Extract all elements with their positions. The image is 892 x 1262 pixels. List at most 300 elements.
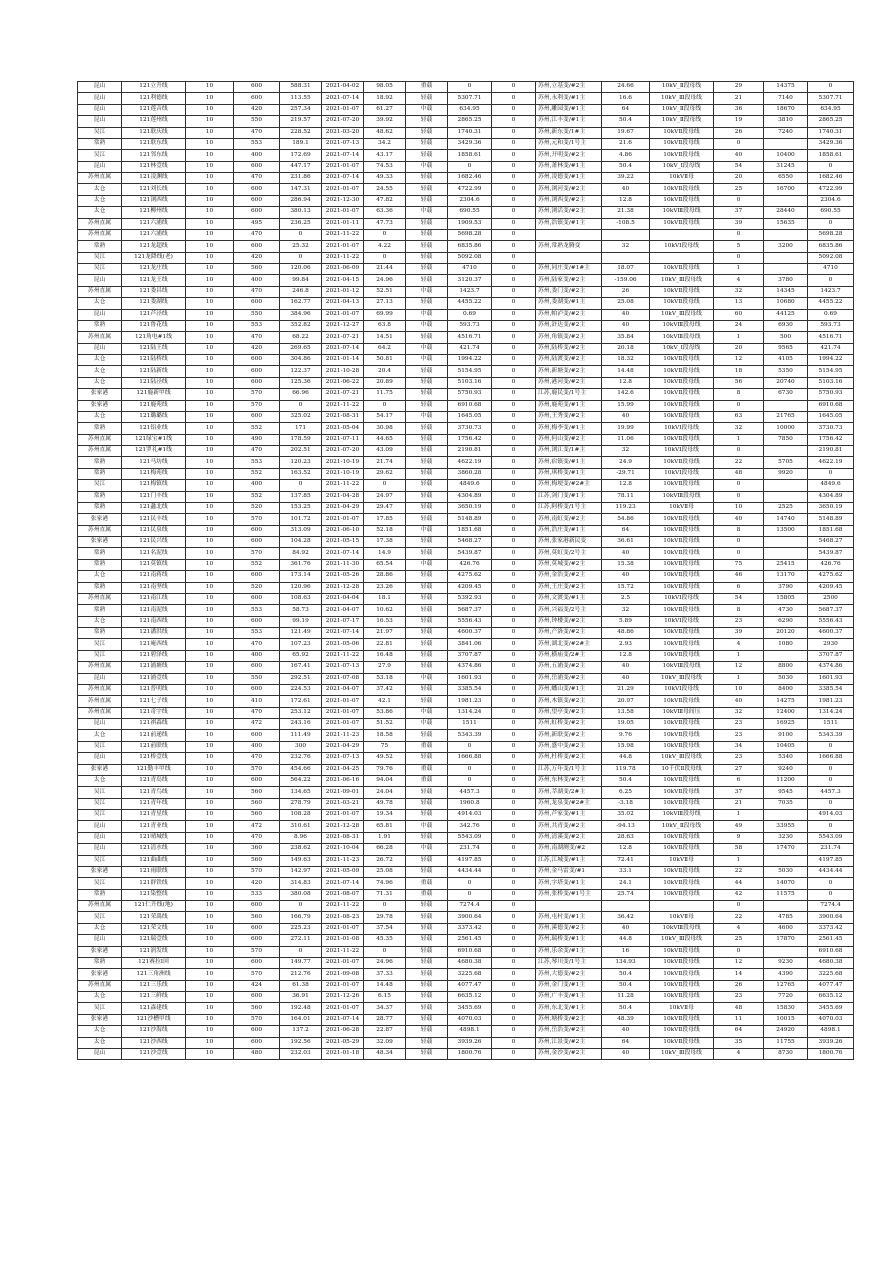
cell-col-zero: 0 (492, 116, 536, 127)
cell-col-zero: 0 (492, 184, 536, 195)
cell-load-status: 轻载 (406, 400, 448, 411)
cell-col-zero: 0 (492, 992, 536, 1003)
table-row (78, 332, 854, 343)
table-row (78, 161, 854, 172)
cell-rated-current: 570 (234, 548, 280, 559)
cell-region: 昆山 (78, 844, 122, 855)
cell-load-status: 中载 (406, 161, 448, 172)
cell-load-status: 轻载 (406, 650, 448, 661)
cell-line-name: 121陆王线 (122, 343, 186, 354)
cell-available-capacity: 1314.24 (448, 707, 492, 718)
cell-bus-section: 10kVⅡ段母线 (650, 844, 714, 855)
cell-open-capacity: 4070.03 (808, 1014, 854, 1025)
cell-capacity-kva: 14070 (764, 878, 808, 889)
cell-rated-current: 600 (234, 377, 280, 388)
cell-col-zero: 0 (492, 582, 536, 593)
cell-date: 2021-11-22 (322, 229, 364, 240)
cell-load-status: 轻载 (406, 377, 448, 388)
cell-bus-section: 10kVⅡ母 (650, 502, 714, 513)
cell-region: 常熟 (78, 889, 122, 900)
cell-user-count: 0 (714, 537, 764, 548)
cell-load-current: 108.63 (280, 593, 322, 604)
cell-substation: 苏州,角镇变/#2主 (536, 332, 602, 343)
cell-rated-current: 490 (234, 434, 280, 445)
cell-substation: 苏州,大德变/#2主 (536, 969, 602, 980)
cell-region: 昆山 (78, 673, 122, 684)
cell-region: 昆山 (78, 161, 122, 172)
cell-col-zero: 0 (492, 446, 536, 457)
cell-load-current: 313.09 (280, 525, 322, 536)
cell-substation: 苏州,张桥变/#1号主 (536, 889, 602, 900)
cell-load-status: 轻载 (406, 605, 448, 616)
cell-date: 2021-08-07 (322, 889, 364, 900)
cell-bus-section: 10kVⅡ母 (650, 173, 714, 184)
cell-load-status: 轻载 (406, 582, 448, 593)
cell-rated-current: 400 (234, 480, 280, 491)
cell-bus-section: 10kVⅡ段母线 (650, 1026, 714, 1037)
cell-voltage: 10 (186, 1037, 234, 1048)
cell-substation: 苏州,金马雷变/#1 (536, 866, 602, 877)
cell-line-name: 121赛拉Ⅰ回 (122, 957, 186, 968)
cell-col-zero: 0 (492, 1014, 536, 1025)
cell-load-status: 轻载 (406, 241, 448, 252)
cell-region: 吴江 (78, 855, 122, 866)
cell-load-rate: 27.9 (364, 662, 406, 673)
cell-load-status: 轻载 (406, 389, 448, 400)
cell-load-rate: 44.65 (364, 434, 406, 445)
table-row (78, 138, 854, 149)
cell-user-count: 36 (714, 104, 764, 115)
cell-date: 2021-04-13 (322, 298, 364, 309)
table-row (78, 889, 854, 900)
cell-load-status: 中载 (406, 844, 448, 855)
cell-substation: 苏州,宿镇变/#1主 (536, 457, 602, 468)
cell-rated-current: 560 (234, 787, 280, 798)
table-row (78, 377, 854, 388)
cell-transformer-margin: 119.78 (602, 764, 650, 775)
cell-transformer-margin: 20.18 (602, 343, 650, 354)
cell-col-zero: 0 (492, 537, 536, 548)
cell-load-current: 171 (280, 423, 322, 434)
cell-col-zero: 0 (492, 207, 536, 218)
table-row (78, 912, 854, 923)
cell-open-capacity: 3707.87 (808, 650, 854, 661)
cell-col-zero: 0 (492, 901, 536, 912)
cell-load-status: 轻载 (406, 264, 448, 275)
cell-available-capacity: 5092.08 (448, 252, 492, 263)
cell-user-count: 0 (714, 252, 764, 263)
cell-user-count: 40 (714, 696, 764, 707)
cell-load-current: 0 (280, 400, 322, 411)
cell-col-zero: 0 (492, 821, 536, 832)
cell-available-capacity: 4898.1 (448, 1026, 492, 1037)
cell-load-rate: 65.81 (364, 821, 406, 832)
cell-open-capacity: 4197.85 (808, 855, 854, 866)
cell-voltage: 10 (186, 366, 234, 377)
cell-voltage: 10 (186, 855, 234, 866)
cell-load-current: 447.17 (280, 161, 322, 172)
table-row (78, 582, 854, 593)
cell-capacity-kva: 6290 (764, 616, 808, 627)
cell-user-count: 48 (714, 468, 764, 479)
cell-open-capacity: 0 (808, 161, 854, 172)
cell-col-zero: 0 (492, 389, 536, 400)
cell-load-status: 轻载 (406, 275, 448, 286)
cell-user-count: 12 (714, 355, 764, 366)
cell-load-status: 轻载 (406, 787, 448, 798)
cell-col-zero: 0 (492, 355, 536, 366)
cell-date: 2021-03-20 (322, 127, 364, 138)
cell-load-status: 轻载 (406, 935, 448, 946)
cell-line-name: 121荣文线 (122, 923, 186, 934)
cell-col-zero: 0 (492, 423, 536, 434)
cell-rated-current: 570 (234, 400, 280, 411)
cell-open-capacity: 0 (808, 764, 854, 775)
cell-voltage: 10 (186, 980, 234, 991)
cell-load-rate: 39.92 (364, 116, 406, 127)
cell-open-capacity: 2865.25 (808, 116, 854, 127)
cell-capacity-kva: 31245 (764, 161, 808, 172)
cell-available-capacity: 6635.12 (448, 992, 492, 1003)
cell-substation: 苏州,陆桥变/#2主 (536, 343, 602, 354)
cell-load-rate: 52.18 (364, 525, 406, 536)
cell-load-rate: 43.09 (364, 446, 406, 457)
cell-transformer-margin: 15.38 (602, 559, 650, 570)
cell-load-status: 中载 (406, 207, 448, 218)
cell-load-rate: 19.34 (364, 810, 406, 821)
cell-voltage: 10 (186, 298, 234, 309)
cell-col-zero: 0 (492, 639, 536, 650)
cell-date: 2021-07-14 (322, 548, 364, 559)
cell-load-current: 104.28 (280, 537, 322, 548)
cell-user-count: 12 (714, 662, 764, 673)
cell-transformer-margin: 48.39 (602, 1014, 650, 1025)
cell-substation: 苏州,雕园变/#1主 (536, 104, 602, 115)
cell-line-name: 121陆桥线 (122, 355, 186, 366)
cell-col-zero: 0 (492, 514, 536, 525)
cell-bus-section: 10kVⅢ段母线 (650, 662, 714, 673)
cell-capacity-kva (764, 491, 808, 502)
cell-open-capacity: 3385.54 (808, 684, 854, 695)
cell-transformer-margin: 35.02 (602, 810, 650, 821)
cell-transformer-margin: 54.86 (602, 514, 650, 525)
cell-load-rate: 16.48 (364, 650, 406, 661)
cell-load-rate: 21.97 (364, 628, 406, 639)
cell-available-capacity: 4070.03 (448, 1014, 492, 1025)
cell-load-rate: 20.89 (364, 377, 406, 388)
cell-line-name: 121邻东线 (122, 150, 186, 161)
cell-bus-section (650, 252, 714, 263)
cell-date: 2021-07-21 (322, 389, 364, 400)
table-row (78, 400, 854, 411)
cell-region: 昆山 (78, 832, 122, 843)
table-row (78, 286, 854, 297)
cell-open-capacity: 4849.6 (808, 480, 854, 491)
cell-line-name: 121青鸟线 (122, 787, 186, 798)
cell-transformer-margin: 40 (602, 548, 650, 559)
table-row (78, 491, 854, 502)
cell-load-status: 轻载 (406, 252, 448, 263)
cell-transformer-margin: -29.71 (602, 468, 650, 479)
cell-open-capacity: 1740.31 (808, 127, 854, 138)
cell-open-capacity: 2561.45 (808, 935, 854, 946)
cell-load-status: 轻载 (406, 434, 448, 445)
cell-region: 常熟 (78, 582, 122, 593)
cell-capacity-kva: 17470 (764, 844, 808, 855)
cell-region: 太仓 (78, 207, 122, 218)
cell-rated-current: 420 (234, 343, 280, 354)
cell-load-status: 轻载 (406, 832, 448, 843)
cell-load-status: 中载 (406, 355, 448, 366)
cell-line-name: 121莲音线 (122, 104, 186, 115)
cell-col-zero: 0 (492, 400, 536, 411)
cell-open-capacity: 4710 (808, 264, 854, 275)
cell-user-count: 1 (714, 650, 764, 661)
cell-date: 2021-01-18 (322, 1048, 364, 1059)
cell-user-count: 48 (714, 1003, 764, 1014)
cell-date: 2021-01-07 (322, 810, 364, 821)
cell-transformer-margin: 13.58 (602, 707, 650, 718)
cell-voltage: 10 (186, 161, 234, 172)
table-row (78, 628, 854, 639)
cell-transformer-margin: 15.72 (602, 582, 650, 593)
cell-load-status: 轻载 (406, 138, 448, 149)
cell-transformer-margin: 40 (602, 923, 650, 934)
cell-region: 苏州直属 (78, 707, 122, 718)
cell-load-current: 253.12 (280, 707, 322, 718)
cell-user-count: 56 (714, 377, 764, 388)
cell-line-name: 121龙王线 (122, 275, 186, 286)
cell-load-current: 153.25 (280, 502, 322, 513)
cell-load-rate: 64.2 (364, 343, 406, 354)
cell-transformer-margin (602, 901, 650, 912)
cell-load-status: 中载 (406, 719, 448, 730)
table-row (78, 93, 854, 104)
cell-load-rate: 28.86 (364, 571, 406, 582)
cell-rated-current: 553 (234, 605, 280, 616)
cell-voltage: 10 (186, 889, 234, 900)
cell-voltage: 10 (186, 571, 234, 582)
cell-load-rate: 14.48 (364, 980, 406, 991)
cell-voltage: 10 (186, 502, 234, 513)
cell-transformer-margin: 40 (602, 673, 650, 684)
cell-capacity-kva: 10400 (764, 150, 808, 161)
cell-col-zero: 0 (492, 707, 536, 718)
cell-available-capacity: 1909.53 (448, 218, 492, 229)
cell-capacity-kva: 6730 (764, 389, 808, 400)
table-row (78, 298, 854, 309)
cell-substation: 苏州,同庄变/#1#主 (536, 264, 602, 275)
cell-voltage: 10 (186, 173, 234, 184)
cell-date: 2021-11-22 (322, 650, 364, 661)
cell-load-current: 300 (280, 741, 322, 752)
cell-open-capacity: 4275.62 (808, 571, 854, 582)
cell-rated-current: 410 (234, 696, 280, 707)
cell-load-current: 0 (280, 901, 322, 912)
cell-open-capacity: 5154.95 (808, 366, 854, 377)
cell-voltage: 10 (186, 286, 234, 297)
cell-line-name: 121清水线 (122, 844, 186, 855)
cell-region: 昆山 (78, 82, 122, 93)
table-row (78, 571, 854, 582)
cell-line-name: 121瑞壹线 (122, 935, 186, 946)
cell-capacity-kva: 1080 (764, 639, 808, 650)
table-row (78, 719, 854, 730)
cell-load-rate: 25.08 (364, 866, 406, 877)
cell-voltage: 10 (186, 707, 234, 718)
cell-rated-current: 570 (234, 514, 280, 525)
cell-date: 2021-12-26 (322, 992, 364, 1003)
cell-load-current: 99.84 (280, 275, 322, 286)
cell-date: 2021-11-22 (322, 400, 364, 411)
cell-region: 太仓 (78, 616, 122, 627)
cell-rated-current: 520 (234, 582, 280, 593)
cell-load-current: 58.73 (280, 605, 322, 616)
cell-transformer-margin: 119.23 (602, 502, 650, 513)
cell-substation: 苏州,龙泉变/#2#主 (536, 798, 602, 809)
cell-line-name: 121民泉线 (122, 525, 186, 536)
table-row (78, 935, 854, 946)
cell-user-count: 20 (714, 343, 764, 354)
cell-load-status: 轻载 (406, 457, 448, 468)
cell-load-current: 99.19 (280, 616, 322, 627)
cell-capacity-kva: 7140 (764, 93, 808, 104)
cell-user-count: 13 (714, 298, 764, 309)
cell-rated-current: 600 (234, 571, 280, 582)
cell-available-capacity: 3385.54 (448, 684, 492, 695)
cell-bus-section: 10kVⅡ段母线 (650, 525, 714, 536)
cell-col-zero: 0 (492, 798, 536, 809)
cell-load-status: 轻载 (406, 593, 448, 604)
cell-voltage: 10 (186, 275, 234, 286)
cell-date: 2021-07-13 (322, 753, 364, 764)
cell-col-zero: 0 (492, 264, 536, 275)
cell-load-status: 轻载 (406, 127, 448, 138)
cell-load-status: 轻载 (406, 218, 448, 229)
cell-line-name: 121娄昌线 (122, 286, 186, 297)
cell-load-status: 轻载 (406, 571, 448, 582)
cell-date: 2021-01-07 (322, 161, 364, 172)
cell-date: 2021-04-28 (322, 491, 364, 502)
table-row (78, 559, 854, 570)
cell-bus-section: 10kVⅡ段母线 (650, 355, 714, 366)
cell-region: 吴江 (78, 639, 122, 650)
cell-load-rate: 52.51 (364, 286, 406, 297)
cell-rated-current: 600 (234, 901, 280, 912)
cell-substation: 苏州,元和变/1号主 (536, 138, 602, 149)
cell-region: 吴江 (78, 264, 122, 275)
cell-voltage: 10 (186, 844, 234, 855)
cell-load-rate: 50.81 (364, 355, 406, 366)
table-row (78, 673, 854, 684)
cell-bus-section: 10kVⅡ母 (650, 912, 714, 923)
cell-available-capacity: 0.69 (448, 309, 492, 320)
cell-date: 2021-04-15 (322, 275, 364, 286)
cell-load-current: 588.31 (280, 82, 322, 93)
cell-region: 太仓 (78, 366, 122, 377)
cell-bus-section: 10kV_Ⅲ段母线 (650, 753, 714, 764)
cell-available-capacity: 6835.86 (448, 241, 492, 252)
cell-voltage: 10 (186, 696, 234, 707)
cell-open-capacity: 4600.37 (808, 628, 854, 639)
cell-available-capacity: 3707.87 (448, 650, 492, 661)
cell-voltage: 10 (186, 946, 234, 957)
cell-col-zero: 0 (492, 127, 536, 138)
cell-open-capacity: 3373.42 (808, 923, 854, 934)
cell-bus-section: 10kVⅢ母间压 (650, 707, 714, 718)
cell-transformer-margin: 9.76 (602, 730, 650, 741)
cell-bus-section: 10kVⅡ段母线 (650, 298, 714, 309)
cell-rated-current: 600 (234, 366, 280, 377)
cell-available-capacity: 4722.99 (448, 184, 492, 195)
cell-capacity-kva (764, 901, 808, 912)
cell-line-name: 121浏西线 (122, 195, 186, 206)
cell-load-status: 轻载 (406, 446, 448, 457)
cell-col-zero: 0 (492, 377, 536, 388)
cell-date: 2021-11-22 (322, 946, 364, 957)
cell-bus-section: 10kVⅡ段母线 (650, 457, 714, 468)
cell-load-current: 111.49 (280, 730, 322, 741)
cell-load-current: 101.72 (280, 514, 322, 525)
cell-region: 常熟 (78, 241, 122, 252)
cell-available-capacity: 1981.23 (448, 696, 492, 707)
cell-rated-current: 600 (234, 992, 280, 1003)
data-table (77, 81, 854, 1060)
cell-substation: 苏州,蟠山变/#1主 (536, 684, 602, 695)
cell-rated-current: 553 (234, 320, 280, 331)
cell-voltage: 10 (186, 150, 234, 161)
cell-substation: 苏州,莫城变/#2主 (536, 559, 602, 570)
cell-rated-current: 600 (234, 593, 280, 604)
cell-load-rate: 49.78 (364, 798, 406, 809)
cell-bus-section: 10kVⅡ段母线 (650, 980, 714, 991)
cell-load-rate: 29.47 (364, 502, 406, 513)
cell-line-name: 121门丰线 (122, 491, 186, 502)
table-row (78, 798, 854, 809)
cell-open-capacity: 634.95 (808, 104, 854, 115)
cell-open-capacity: 3650.19 (808, 502, 854, 513)
cell-rated-current: 420 (234, 104, 280, 115)
cell-rated-current: 424 (234, 980, 280, 991)
cell-capacity-kva: 12400 (764, 707, 808, 718)
cell-substation: 苏州,萧林变/#1主 (536, 161, 602, 172)
cell-date: 2021-05-06 (322, 639, 364, 650)
cell-region: 太仓 (78, 730, 122, 741)
cell-user-count: 29 (714, 82, 764, 93)
cell-load-status: 轻载 (406, 992, 448, 1003)
cell-bus-section: 10kVⅠ段母线 (650, 468, 714, 479)
cell-transformer-margin: 12.8 (602, 844, 650, 855)
cell-available-capacity: 426.76 (448, 559, 492, 570)
cell-open-capacity: 1981.23 (808, 696, 854, 707)
cell-load-current: 0 (280, 946, 322, 957)
cell-open-capacity: 5092.08 (808, 252, 854, 263)
table-row (78, 969, 854, 980)
cell-available-capacity: 5439.87 (448, 548, 492, 559)
cell-user-count: 21 (714, 798, 764, 809)
cell-date: 2021-11-30 (322, 559, 364, 570)
cell-col-zero: 0 (492, 616, 536, 627)
cell-capacity-kva: 9920 (764, 468, 808, 479)
cell-region: 苏州直属 (78, 684, 122, 695)
cell-date: 2021-01-07 (322, 104, 364, 115)
table-row (78, 821, 854, 832)
table-row (78, 810, 854, 821)
cell-substation: 苏州,永利变/#1主 (536, 93, 602, 104)
cell-line-name: 121南泥线 (122, 605, 186, 616)
cell-open-capacity: 5698.28 (808, 229, 854, 240)
cell-transformer-margin: 40 (602, 309, 650, 320)
